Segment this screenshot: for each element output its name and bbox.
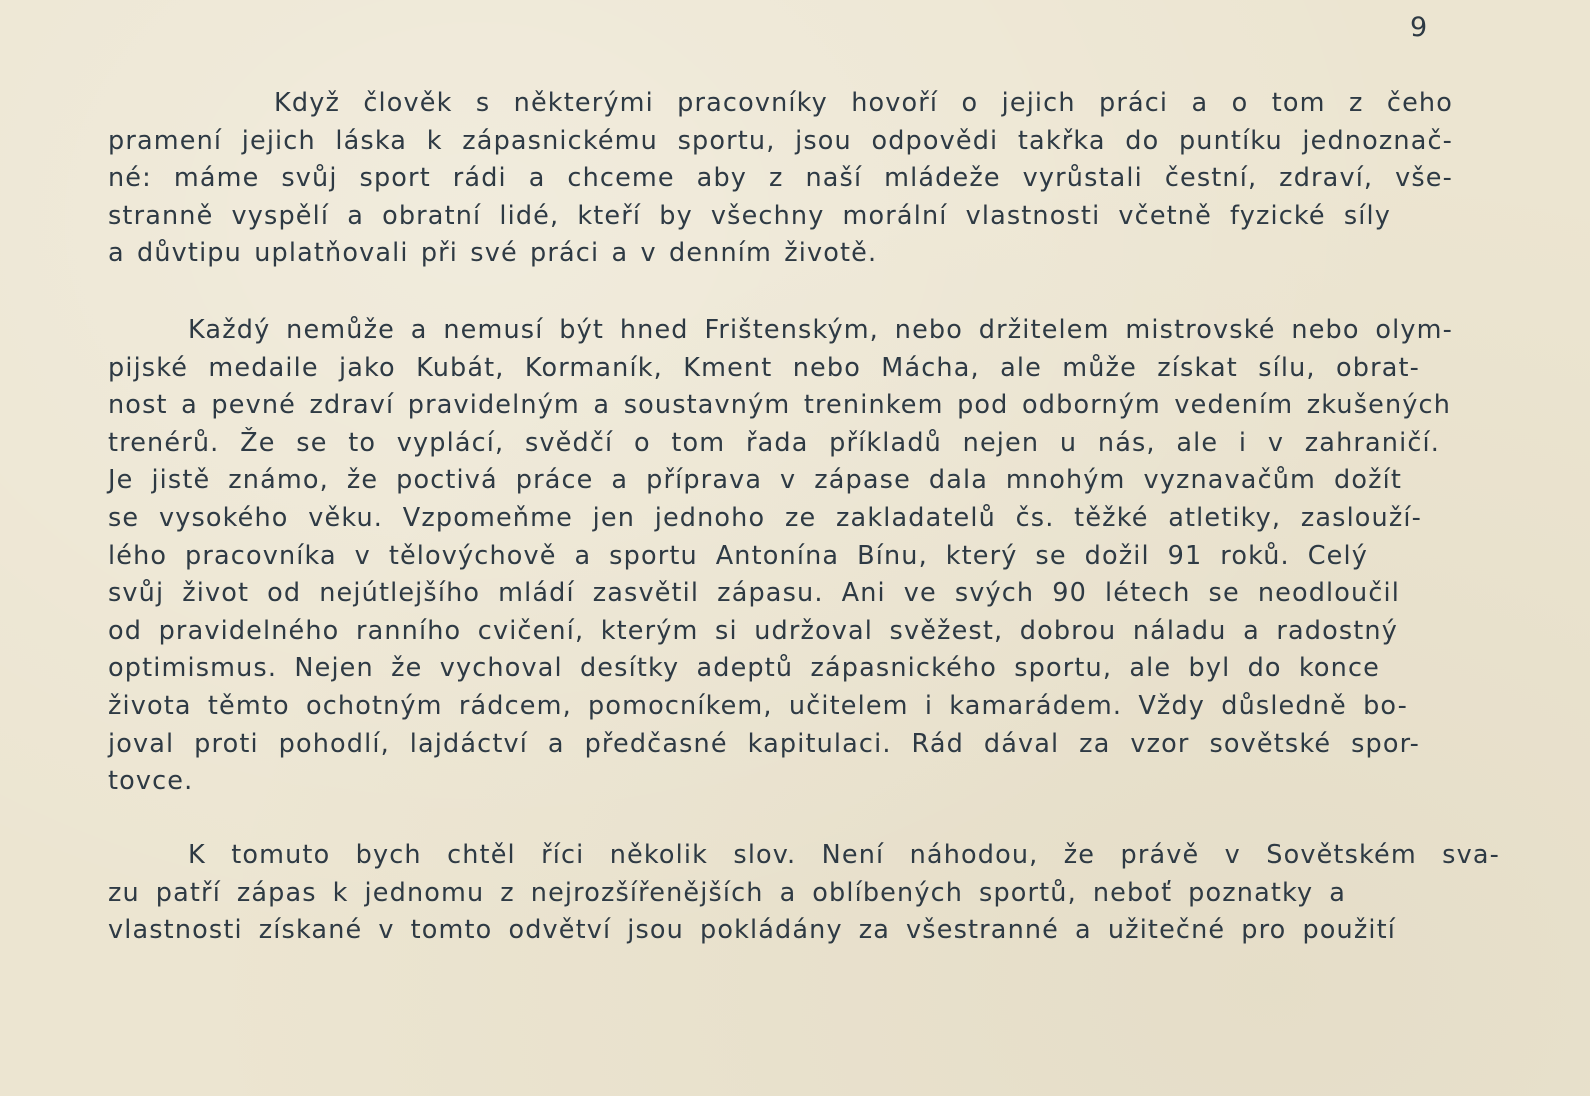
text-line: stranně vyspělí a obratní lidé, kteří by všechny morální vlastnosti včetně fyzické síly	[108, 200, 1391, 231]
text-line: Když člověk s některými pracovníky hovoří o jejich práci a o tom z čeho	[274, 88, 1453, 118]
page-number: 9	[1410, 12, 1429, 43]
text-line: tovce.	[108, 766, 194, 797]
text-line: joval proti pohodlí, lajdáctví a předčasné kapitulaci. Rád dával za vzor sovětské spor-	[108, 728, 1420, 759]
paragraph-1	[108, 85, 1453, 273]
text-line: pijské medaile jako Kubát, Kormaník, Kment nebo Mácha, ale může získat sílu, obrat-	[108, 352, 1420, 383]
text-line: Je jistě známo, že poctivá práce a příprava v zápase dala mnohým vyznavačům dožít	[108, 465, 1402, 496]
text-line: a důvtipu uplatňovali při své práci a v denním životě.	[108, 238, 878, 269]
text-line: lého pracovníka v tělovýchově a sportu Antonína Bínu, který se dožil 91 roků. Celý	[108, 540, 1368, 571]
text-line: zu patří zápas k jednomu z nejrozšířenějších a oblíbených sportů, neboť poznatky a	[108, 877, 1346, 908]
paragraph-2	[108, 312, 1453, 801]
text-line: optimismus. Nejen že vychoval desítky adeptů zápasnického sportu, ale byl do konce	[108, 653, 1380, 684]
text-line: života těmto ochotným rádcem, pomocníkem, učitelem i kamarádem. Vždy důsledně bo-	[108, 690, 1408, 721]
text-line: od pravidelného ranního cvičení, kterým si udržoval svěžest, dobrou náladu a radostný	[108, 615, 1398, 646]
text-line: K tomuto bych chtěl říci několik slov. Není náhodou, že právě v Sovětském sva-	[188, 840, 1500, 870]
text-line: vlastnosti získané v tomto odvětví jsou pokládány za všestranné a užitečné pro použití	[108, 915, 1396, 946]
text-line: pramení jejich láska k zápasnickému sportu, jsou odpovědi takřka do puntíku jednoznač-	[108, 125, 1453, 156]
paragraph-3	[108, 837, 1500, 950]
text-line: trenérů. Že se to vyplácí, svědčí o tom řada příkladů nejen u nás, ale i v zahraničí.	[108, 427, 1440, 458]
text-line: nost a pevné zdraví pravidelným a soustavným treninkem pod odborným vedením zkušených	[108, 390, 1451, 421]
text-line: svůj život od nejútlejšího mládí zasvětil zápasu. Ani ve svých 90 létech se neodloučil	[108, 578, 1400, 609]
text-line: se vysokého věku. Vzpomeňme jen jednoho ze zakladatelů čs. těžké atletiky, zaslouží-	[108, 502, 1422, 533]
text-line: Každý nemůže a nemusí být hned Frištenským, nebo držitelem mistrovské nebo olym-	[188, 315, 1453, 345]
text-line: né: máme svůj sport rádi a chceme aby z naší mládeže vyrůstali čestní, zdraví, vše-	[108, 163, 1453, 194]
